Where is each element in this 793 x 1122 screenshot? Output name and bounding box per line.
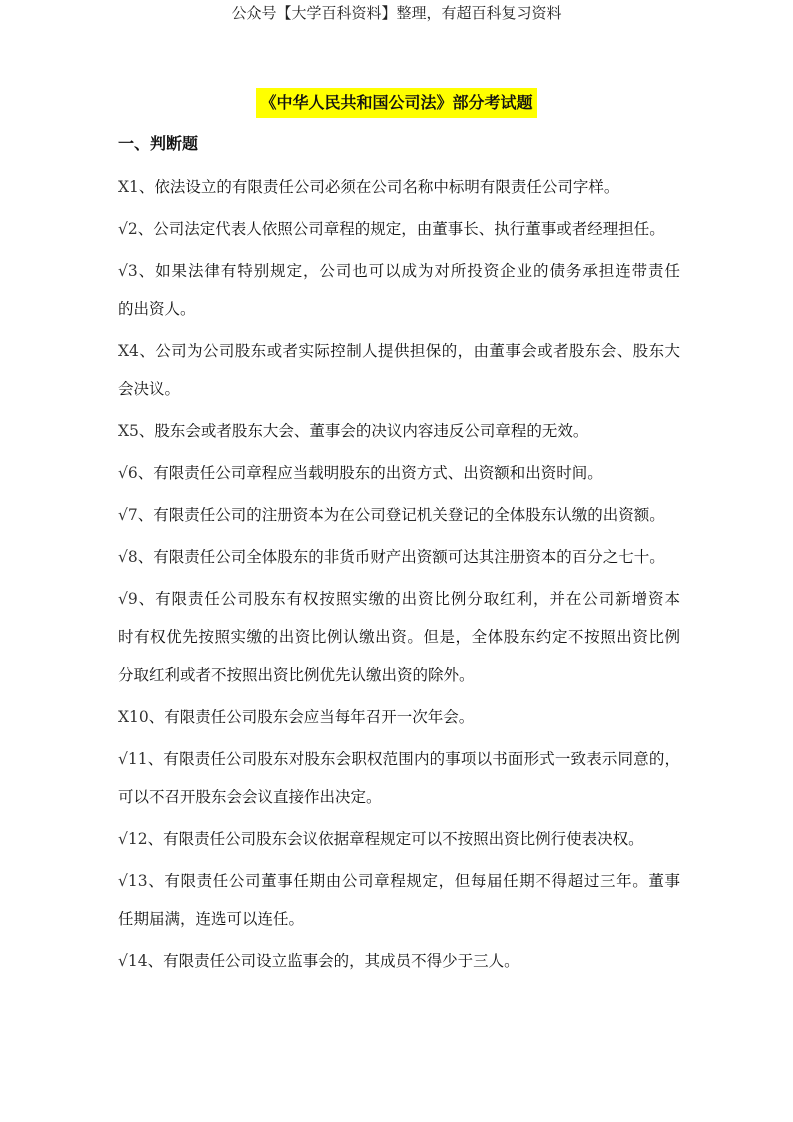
question-text: 、股东会或者股东大会、董事会的决议内容违反公司章程的无效。	[138, 422, 589, 440]
question-text: 时有权优先按照实缴的出资比例认缴出资。但是，全体股东约定不按照出资比例	[118, 628, 680, 646]
question-text: 、公司法定代表人依照公司章程的规定，由董事长、执行董事或者经理担任。	[137, 220, 665, 238]
question-line	[118, 698, 680, 736]
answer-mark: √9	[118, 590, 138, 608]
question-item	[118, 454, 680, 492]
page-header: 公众号【大学百科资料】整理，有超百科复习资料	[231, 4, 562, 22]
question-item	[118, 862, 680, 938]
answer-mark: √11	[118, 750, 148, 768]
question-text: 、有限责任公司的注册资本为在公司登记机关登记的全体股东认缴的出资额。	[137, 506, 665, 524]
question-text: 、有限责任公司全体股东的非货币财产出资额可达其注册资本的百分之七十。	[137, 548, 665, 566]
question-item	[118, 210, 680, 248]
section-heading: 一、判断题	[118, 134, 199, 153]
question-item	[118, 412, 680, 450]
question-line	[118, 454, 680, 492]
question-text: 会决议。	[118, 380, 181, 398]
title-container	[0, 88, 793, 118]
question-line	[118, 332, 680, 370]
answer-mark: √3	[118, 262, 138, 280]
question-item	[118, 820, 680, 858]
question-item	[118, 942, 680, 980]
question-text: 可以不召开股东会会议直接作出决定。	[118, 788, 382, 806]
question-text: 任期届满，连选可以连任。	[118, 910, 305, 928]
question-item	[118, 168, 680, 206]
question-line	[118, 618, 680, 656]
question-line	[118, 862, 680, 900]
question-line	[118, 496, 680, 534]
answer-mark: √14	[118, 952, 148, 970]
answer-mark: X1	[118, 178, 139, 196]
question-line	[118, 370, 680, 408]
question-line	[118, 740, 680, 778]
question-text: 、公司为公司股东或者实际控制人提供担保的，由董事会或者股东会、股东大	[138, 342, 680, 360]
question-text: 分取红利或者不按照出资比例优先认缴出资的除外。	[118, 666, 475, 684]
question-list	[118, 168, 680, 984]
question-item	[118, 252, 680, 328]
question-item	[118, 496, 680, 534]
question-text: 、有限责任公司股东会议依据章程规定可以不按照出资比例行使表决权。	[147, 830, 644, 848]
question-line	[118, 900, 680, 938]
answer-mark: √2	[118, 220, 138, 238]
question-line	[118, 942, 680, 980]
document-title: 《中华人民共和国公司法》部分考试题	[256, 88, 536, 118]
question-item	[118, 580, 680, 694]
question-text: 、有限责任公司股东对股东会职权范围内的事项以书面形式一致表示同意的，	[147, 750, 680, 768]
question-line	[118, 252, 680, 290]
question-text: 、有限责任公司章程应当载明股东的出资方式、出资额和出资时间。	[137, 464, 603, 482]
question-text: 、依法设立的有限责任公司必须在公司名称中标明有限责任公司字样。	[138, 178, 620, 196]
question-text: 、有限责任公司股东会应当每年召开一次年会。	[148, 708, 475, 726]
question-line	[118, 210, 680, 248]
question-item	[118, 332, 680, 408]
answer-mark: X5	[118, 422, 139, 440]
question-line	[118, 412, 680, 450]
question-text: 、有限责任公司董事任期由公司章程规定，但每届任期不得超过三年。董事	[147, 872, 680, 890]
question-text: 、有限责任公司股东有权按照实缴的出资比例分取红利，并在公司新增资本	[137, 590, 680, 608]
question-line	[118, 580, 680, 618]
answer-mark: √8	[118, 548, 138, 566]
question-text: 、如果法律有特别规定，公司也可以成为对所投资企业的债务承担连带责任	[137, 262, 680, 280]
answer-mark: √6	[118, 464, 138, 482]
question-text: 的出资人。	[118, 300, 196, 318]
question-item	[118, 698, 680, 736]
question-text: 、有限责任公司设立监事会的，其成员不得少于三人。	[147, 952, 520, 970]
question-item	[118, 740, 680, 816]
question-line	[118, 168, 680, 206]
answer-mark: √13	[118, 872, 148, 890]
answer-mark: √7	[118, 506, 138, 524]
answer-mark: X10	[118, 708, 149, 726]
answer-mark: X4	[118, 342, 139, 360]
question-line	[118, 778, 680, 816]
question-line	[118, 656, 680, 694]
question-item	[118, 538, 680, 576]
answer-mark: √12	[118, 830, 148, 848]
question-line	[118, 290, 680, 328]
question-line	[118, 820, 680, 858]
question-line	[118, 538, 680, 576]
